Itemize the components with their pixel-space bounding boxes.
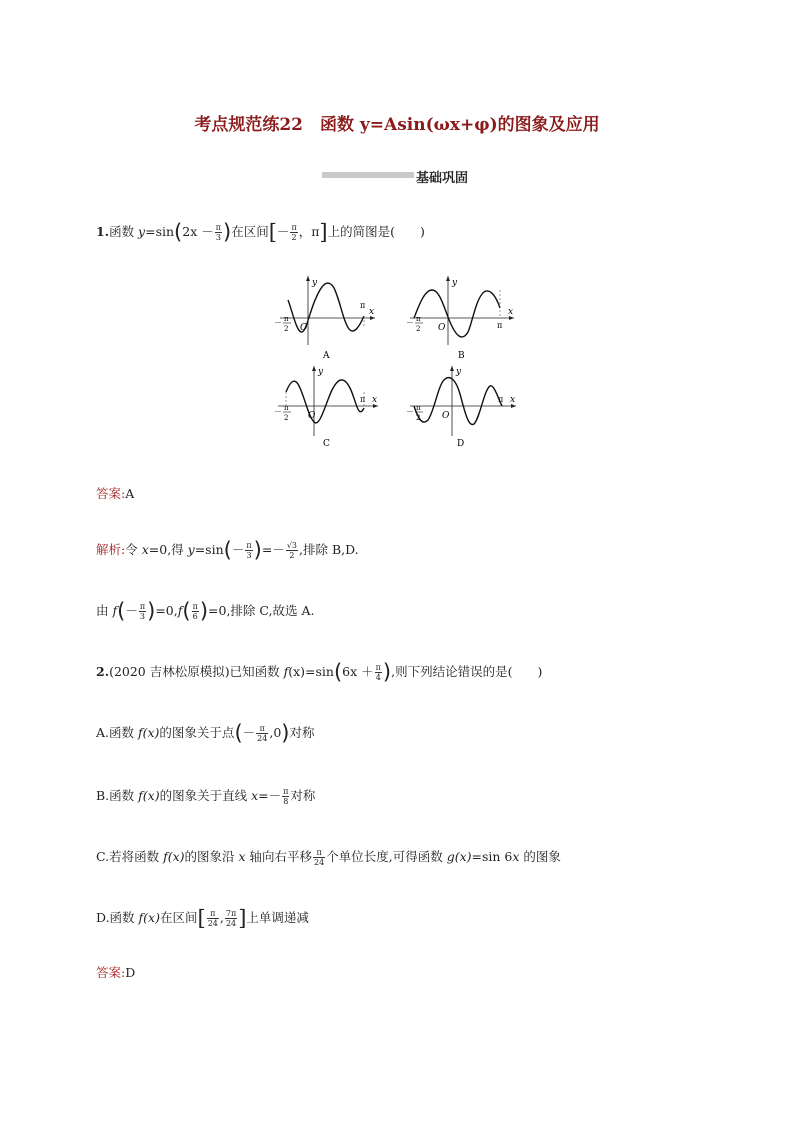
question-number: 2. — [96, 664, 110, 679]
svg-text:π: π — [416, 315, 421, 323]
svg-text:2: 2 — [284, 325, 289, 333]
svg-text:2: 2 — [416, 325, 421, 333]
question-1: 1.函数 y=sin(2x － $\frac{\pi}{3}$ )在区间[－ $\frac{\pi}{2}$ ，π]上的简图是( ) — [96, 220, 425, 244]
option-d: D.函数 f(x)在区间[ $\frac{\pi}{24}$ , $\frac{7\pi}{24}$ ]上单调递减 — [96, 906, 309, 930]
graph-label-b: B — [458, 351, 465, 361]
option-c: C.若将函数 f(x)的图象沿 x 轴向右平移 $\frac{\pi}{24}$ 个单位长度,可得函数 g(x)=sin 6x 的图象 — [96, 848, 561, 867]
y-axis-label: y — [456, 367, 462, 377]
svg-text:－: － — [274, 318, 282, 327]
svg-text:2: 2 — [284, 414, 289, 422]
svg-text:－: － — [406, 407, 414, 416]
svg-text:π: π — [416, 404, 421, 412]
option-a: A.函数 f(x)的图象关于点(－ $\frac{\pi}{24}$ ,0)对称 — [96, 721, 315, 745]
question-2: 2.(2020 吉林松原模拟)已知函数 f(x)=sin(6x ＋ $\frac{\pi}{4}$ ),则下列结论错误的是( ) — [96, 660, 543, 684]
y-axis-label: y — [452, 278, 458, 288]
origin-label: O — [442, 411, 450, 421]
svg-text:π: π — [284, 404, 289, 412]
svg-text:－: － — [406, 318, 414, 327]
answer-1: 答案:A — [96, 486, 135, 501]
section-divider — [322, 172, 414, 178]
origin-label: O — [438, 323, 446, 333]
graph-label-c: C — [323, 439, 330, 449]
question-number: 1. — [96, 224, 110, 239]
graph-d — [406, 366, 516, 449]
graph-a — [274, 276, 375, 361]
section-title: 基础巩固 — [416, 171, 469, 186]
pi-label: π — [360, 301, 366, 310]
analysis-line-2: 由 f(－ $\frac{\pi}{3}$ )=0,f( $\frac{\pi}{6}$ )=0,排除 C,故选 A. — [96, 599, 315, 623]
origin-label: O — [308, 411, 316, 421]
analysis: 解析:令 x=0,得 y=sin(－ $\frac{\pi}{3}$ )=－ $\frac{√3}{2}$ ,排除 B,D. — [96, 538, 359, 562]
x-axis-label: x — [372, 395, 378, 405]
svg-text:－: － — [274, 407, 282, 416]
pi-label: π — [360, 395, 366, 404]
svg-text:2: 2 — [416, 414, 421, 422]
graph-c — [274, 366, 378, 449]
pi-label: π — [497, 321, 503, 330]
option-b: B.函数 f(x)的图象关于直线 x=－ $\frac{\pi}{8}$ 对称 — [96, 787, 316, 806]
graph-label-a: A — [323, 351, 330, 361]
x-axis-label: x — [508, 307, 514, 317]
page-title: 考点规范练22 函数 y=Asin(ωx+φ)的图象及应用 — [194, 115, 600, 135]
graph-b — [406, 276, 514, 361]
origin-label: O — [300, 323, 308, 333]
x-axis-label: x — [369, 307, 375, 317]
answer-2: 答案:D — [96, 965, 136, 980]
answer-graphs — [270, 270, 530, 455]
pi-label: π — [498, 395, 504, 404]
y-axis-label: y — [318, 367, 324, 377]
y-axis-label: y — [312, 278, 318, 288]
x-axis-label: x — [510, 395, 516, 405]
graph-label-d: D — [457, 439, 465, 449]
svg-text:π: π — [284, 315, 289, 323]
